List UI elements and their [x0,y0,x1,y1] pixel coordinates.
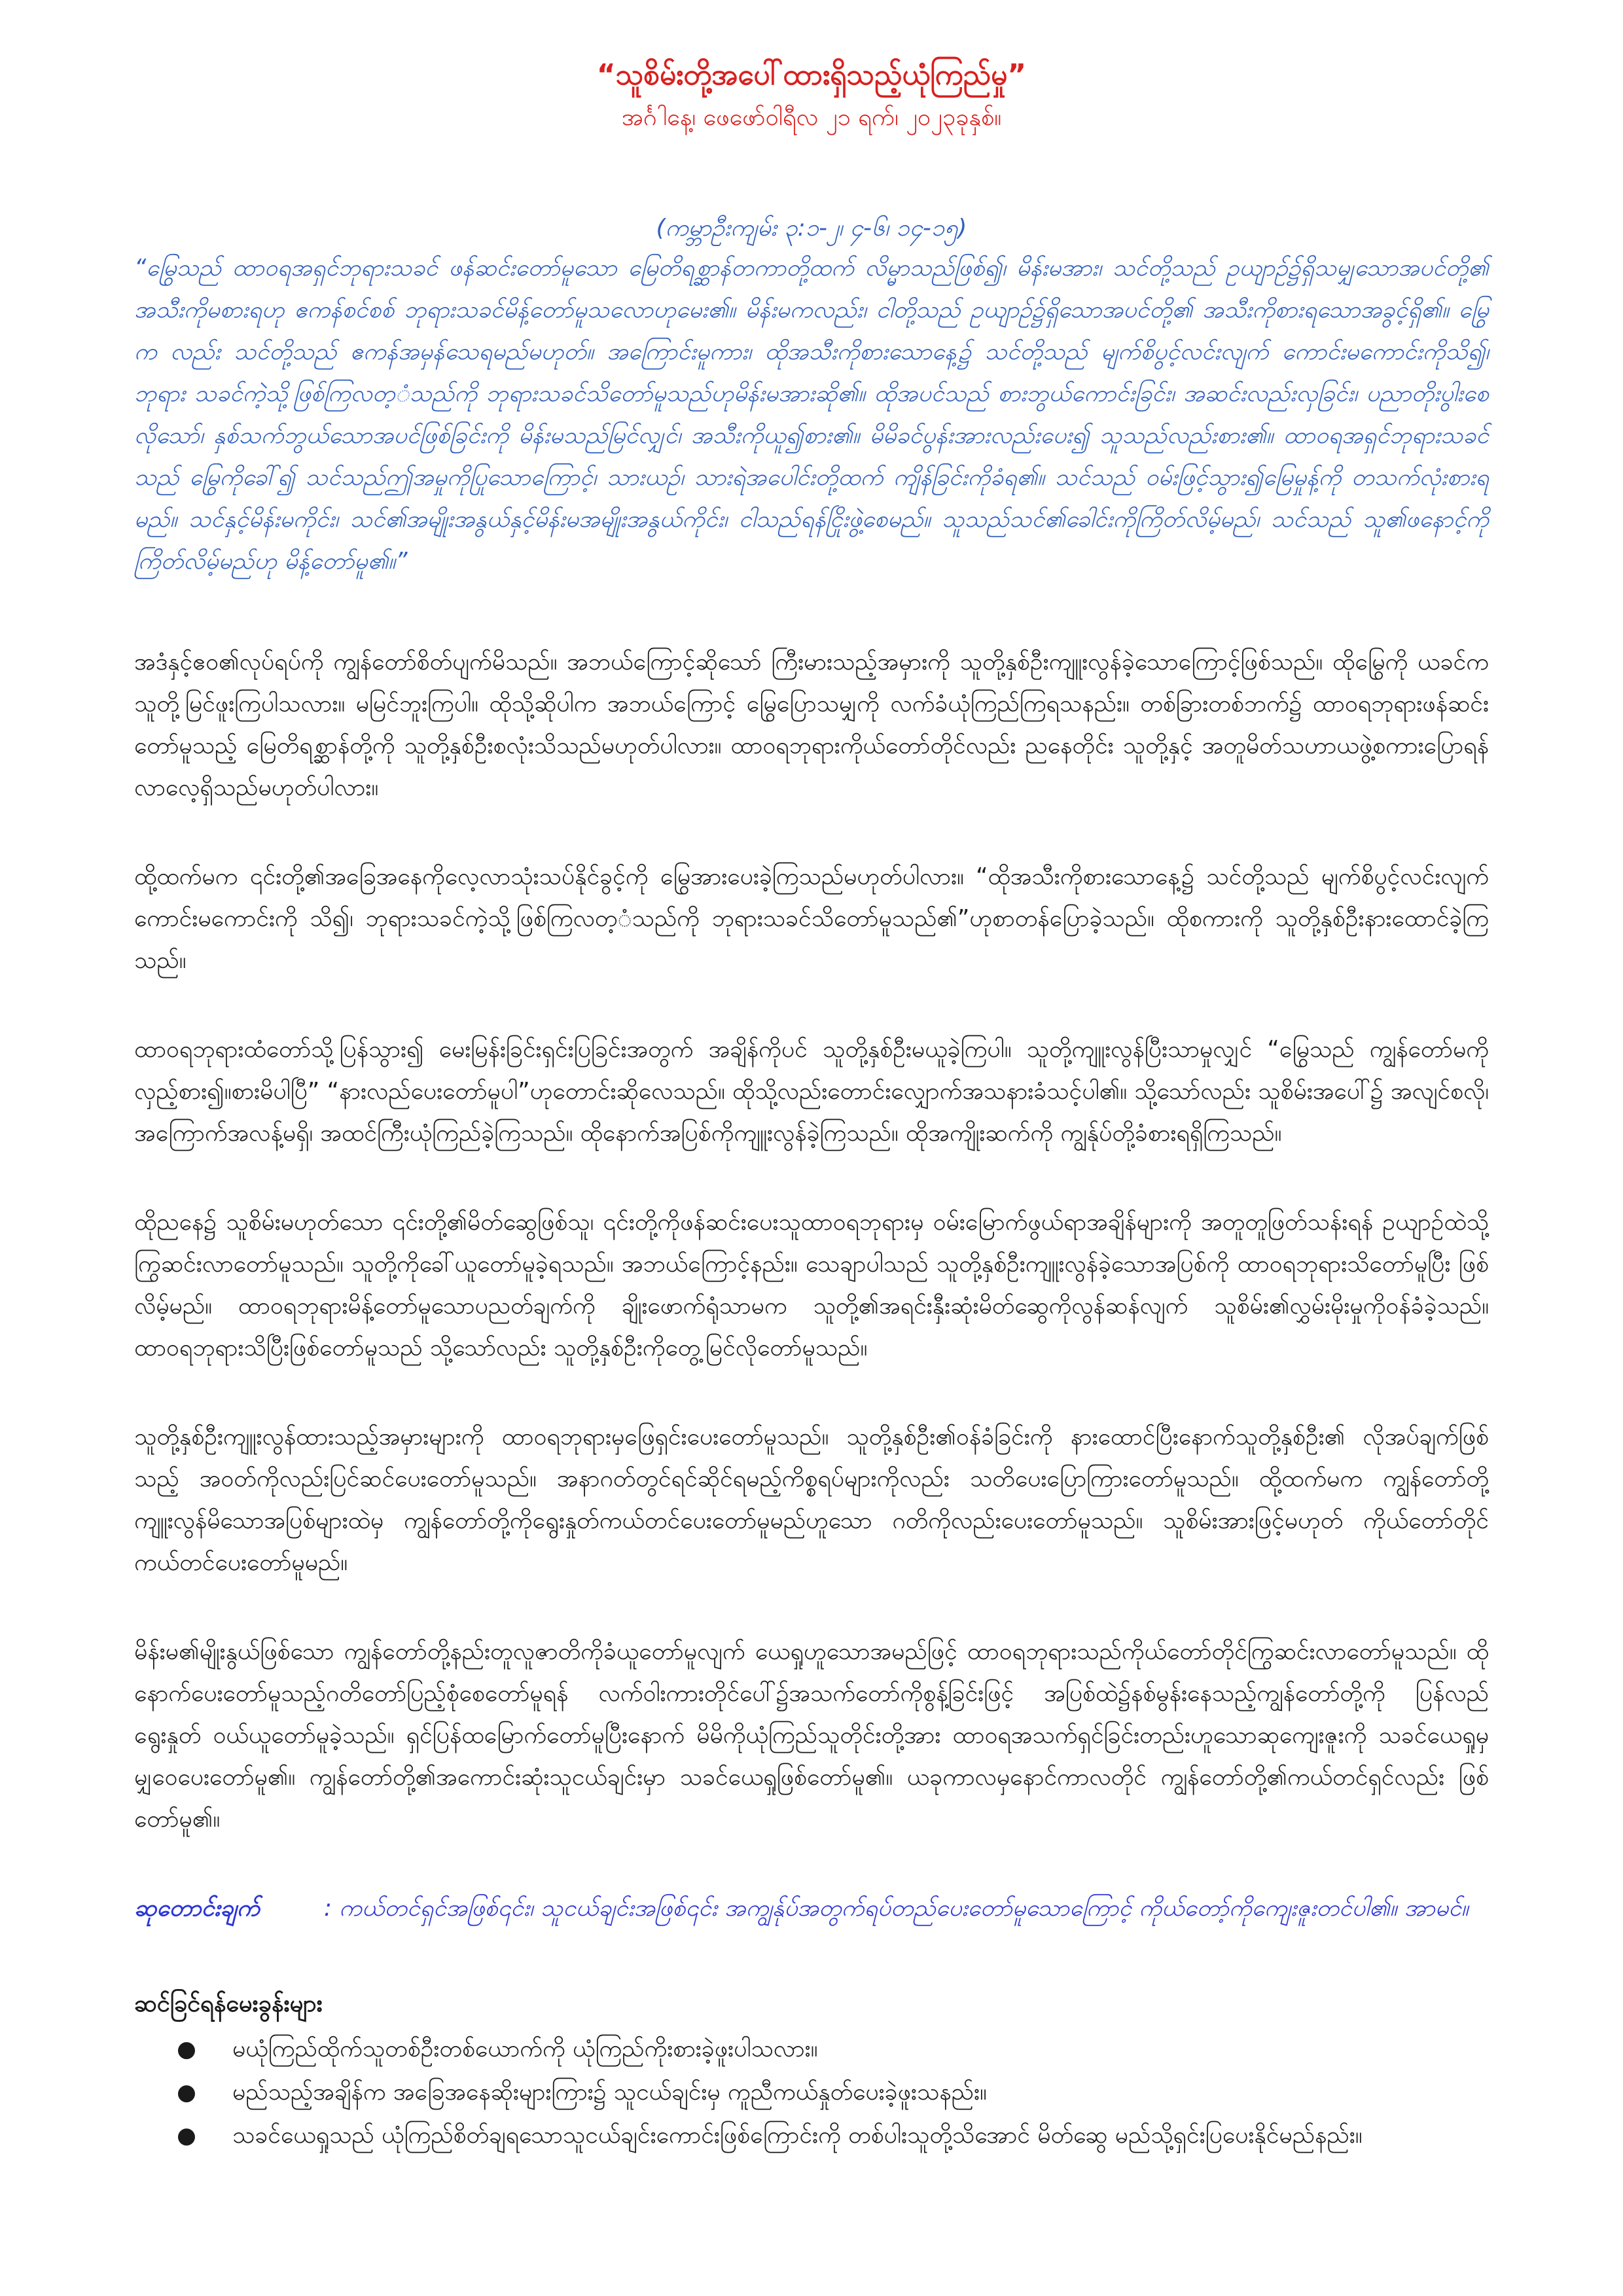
body-paragraph-1: အဒံနှင့်ဧဝ၏လုပ်ရပ်ကို ကျွန်တော်စိတ်ပျက်မိသည်။ အဘယ်ကြောင့်ဆိုသော် ကြီးမားသည့်အမှားကို သူတို့နှစ်ဦးကျူးလွန်ခဲ့သောကြောင့်ဖြစ်သည်။ ထိုမြွေကို ယခင်က သူတို့မြင်ဖူးကြပါသလား။ မမြင်ဘူးကြပါ။ ထိုသို့ဆိုပါက အဘယ်ကြောင့် မြွေပြောသမျှကို လက်ခံယုံကြည်ကြရသနည်း။ တစ်ခြားတစ်ဘက်၌ ထာဝရဘုရားဖန်ဆင်း တော်မူသည့် မြေတိရစ္ဆာန်တို့ကို သူတို့နှစ်ဦးစလုံးသိသည်မဟုတ်ပါလား။ ထာဝရဘုရားကိုယ်တော်တိုင်လည်း ညနေတိုင်း သူတို့နှင့် အတူမိတ်သဟာယဖွဲ့စကားပြောရန် လာလေ့ရှိသည်မဟုတ်ပါလား။ [134,649,1489,801]
question-item [134,2071,1489,2114]
question-text: မယုံကြည်ထိုက်သူတစ်ဦးတစ်ယောက်ကို ယုံကြည်ကိုးစားခဲ့ဖူးပါသလား။ [232,2036,818,2062]
question-item [134,2114,1489,2157]
scripture-reference: (ကမ္ဘာဦးကျမ်း ၃:၁-၂၊ ၄-၆၊ ၁၄-၁၅) [656,215,967,242]
questions-list [134,2028,1489,2157]
body-paragraph-5: သူတို့နှစ်ဦးကျူးလွန်ထားသည့်အမှားများကို ထာဝရဘုရားမှဖြေရှင်းပေးတော်မူသည်။ သူတို့နှစ်ဦး၏ဝန်ခံခြင်းကို နားထောင်ပြီးနောက်သူတို့နှစ်ဦး၏ လိုအပ်ချက်ဖြစ် သည့် အဝတ်ကိုလည်းပြင်ဆင်ပေးတော်မူသည်။ အနာဂတ်တွင်ရင်ဆိုင်ရမည့်ကိစ္စရပ်များကိုလည်း သတိပေးပြောကြားတော်မူသည်။ ထို့ထက်မက ကျွန်တော်တို့ ကျူးလွန်မိသောအပြစ်များထဲမှ ကျွန်တော်တို့ကိုရွေးနှုတ်ကယ်တင်ပေးတော်မူမည်ဟူသော ဂတိကိုလည်းပေးတော်မူသည်။ သူစိမ်းအားဖြင့်မဟုတ် ကိုယ်တော်တိုင် ကယ်တင်ပေးတော်မူမည်။ [134,1424,1489,1576]
body-paragraph-2: ထို့ထက်မက ၎င်းတို့၏အခြေအနေကိုလေ့လာသုံးသပ်နိုင်ခွင့်ကို မြွေအားပေးခဲ့ကြသည်မဟုတ်ပါလား။ “ထိုအသီးကိုစားသောနေ့၌ သင်တို့သည် မျက်စိပွင့်လင်းလျက် ကောင်းမကောင်းကို သိ၍၊ ဘုရားသခင်ကဲ့သို့ဖြစ်ကြလတ့ံသည်ကို ဘုရားသခင်သိတော်မူသည်၏”ဟုစာတန်ပြောခဲ့သည်။ ထိုစကားကို သူတို့နှစ်ဦးနားထောင်ခဲ့ကြသည်။ [134,863,1489,974]
prayer-label: ဆုတောင်းချက် [134,1895,260,1922]
question-item [134,2028,1489,2071]
prayer-text: : ကယ်တင်ရှင်အဖြစ်၎င်း၊ သူငယ်ချင်းအဖြစ်၎င်း အကျွန်ုပ်အတွက်ရပ်တည်ပေးတော်မူသောကြောင့် ကိုယ်တော့်ကိုကျေးဇူးတင်ပါ၏။ အာမင်။ [324,1895,1469,1922]
question-text: မည်သည့်အချိန်က အခြေအနေဆိုးများကြား၌ သူငယ်ချင်းမှ ကူညီကယ်နှုတ်ပေးခဲ့ဖူးသနည်း။ [232,2079,987,2106]
prayer-section [134,1888,1489,1929]
body-paragraph-3: ထာဝရဘုရားထံတော်သို့ပြန်သွား၍ မေးမြန်းခြင်းရှင်းပြခြင်းအတွက် အချိန်ကိုပင် သူတို့နှစ်ဦးမယူခဲ့ကြပါ။ သူတို့ကျူးလွန်ပြီးသာမှုလျှင် “မြွေသည် ကျွန်တော်မကို လှည့်စား၍။စားမိပါပြီ” “နားလည်ပေးတော်မူပါ”ဟုတောင်းဆိုလေသည်။ ထိုသို့လည်းတောင်းလျှောက်အသနားခံသင့်ပါ၏။ သို့သော်လည်း သူစိမ်းအပေါ်၌ အလျင်စလို၊ အကြောက်အလန့်မရှိ၊ အထင်ကြီးယုံကြည်ခဲ့ကြသည်။ ထိုနောက်အပြစ်ကိုကျူးလွန်ခဲ့ကြသည်။ ထိုအကျိုးဆက်ကို ကျွန်ုပ်တို့ခံစားရရှိကြသည်။ [134,1036,1489,1147]
bullet-icon: ● [177,2079,196,2106]
body-paragraph-6: မိန်းမ၏မျိုးနွယ်ဖြစ်သော ကျွန်တော်တို့နည်းတူလူဇာတိကိုခံယူတော်မူလျက် ယေရှုဟူသောအမည်ဖြင့် ထာဝရဘုရားသည်ကိုယ်တော်တိုင်ကြွဆင်းလာတော်မူသည်။ ထိုနောက်ပေးတော်မူသည့်ဂတိတော်ပြည့်စုံစေတော်မူရန် လက်ဝါးကားတိုင်ပေါ်၌အသက်တော်ကိုစွန့်ခြင်းဖြင့် အပြစ်ထဲ၌နစ်မွန်းနေသည့်ကျွန်တော်တို့ကို ပြန်လည် ရွေးနှုတ် ဝယ်ယူတော်မူခဲ့သည်။ ရှင်ပြန်ထမြောက်တော်မူပြီးနောက် မိမိကိုယုံကြည်သူတိုင်းတို့အား ထာဝရအသက်ရှင်ခြင်းတည်းဟူသောဆုကျေးဇူးကို သခင်ယေရှုမှ မျှဝေပေးတော်မူ၏။ ကျွန်တော်တို့၏အကောင်းဆုံးသူငယ်ချင်းမှာ သခင်ယေရှုဖြစ်တော်မူ၏။ ယခုကာလမှနောင်ကာလတိုင် ကျွန်တော်တို့၏ကယ်တင်ရှင်လည်း ဖြစ်တော်မူ၏။ [134,1638,1489,1833]
devotional-date: အင်္ဂါနေ့၊ ဖေဖော်ဝါရီလ ၂၁ ရက်၊ ၂၀၂၃ခုနှစ်။ [621,104,1002,131]
bullet-icon: ● [177,2036,196,2062]
scripture-quote: “မြွေသည် ထာဝရအရှင်ဘုရားသခင် ဖန်ဆင်းတော်မူသော မြေတိရစ္ဆာန်တကာတို့ထက် လိမ္မာသည်ဖြစ်၍၊ မိန်းမအား၊ သင်တို့သည် ဥယျာဉ်၌ရှိသမျှသောအပင်တို့၏ အသီးကိုမစားရဟု ဧကန်စင်စစ် ဘုရားသခင်မိန့်တော်မူသလောဟုမေး၏။ မိန်းမကလည်း၊ ငါတို့သည် ဥယျာဉ်၌ရှိသောအပင်တို့၏ အသီးကိုစားရသောအခွင့်ရှိ၏။ မြွေက လည်း သင်တို့သည် ဧကန်အမှန်သေရမည်မဟုတ်။ အကြောင်းမူကား၊ ထိုအသီးကိုစားသောနေ့၌ သင်တို့သည် မျက်စိပွင့်လင်းလျက် ကောင်းမကောင်းကိုသိ၍၊ ဘုရား သခင်ကဲ့သို့ဖြစ်ကြလတ့ံသည်ကို ဘုရားသခင်သိတော်မူသည်ဟုမိန်းမအားဆို၏။ ထိုအပင်သည် စားဘွယ်ကောင်းခြင်း၊ အဆင်းလည်းလှခြင်း၊ ပညာတိုးပွါးစေလိုသော်၊ နှစ်သက်ဘွယ်သောအပင်ဖြစ်ခြင်းကို မိန်းမသည်မြင်လျှင်၊ အသီးကိုယူ၍စား၏။ မိမိခင်ပွန်းအားလည်းပေး၍ သူသည်လည်းစား၏။ ထာဝရအရှင်ဘုရားသခင်သည် မြွေကိုခေါ်၍ သင်သည်ဤအမှုကိုပြုသောကြောင့်၊ သားယဉ်၊ သားရဲအပေါင်းတို့ထက် ကျိန်ခြင်းကိုခံရ၏။ သင်သည် ဝမ်းဖြင့်သွား၍မြေမှုန့်ကို တသက်လုံးစားရမည်။ သင်နှင့်မိန်းမကိုင်း၊ သင်၏အမျိုးအနွယ်နှင့်မိန်းမအမျိုးအနွယ်ကိုင်း၊ ငါသည်ရန်ငြိုးဖွဲ့စေမည်။ သူသည်သင်၏ခေါင်းကိုကြိတ်လိမ့်မည်၊ သင်သည် သူ၏ဖနောင့်ကို ကြိတ်လိမ့်မည်ဟု မိန့်တော်မူ၏။” [134,255,1489,575]
questions-heading: ဆင်ခြင်ရန်မေးခွန်းများ [134,1990,323,2017]
bullet-icon: ● [177,2123,196,2149]
devotional-title: “သူစိမ်းတို့အပေါ်ထားရှိသည့်ယုံကြည်မှု” [596,58,1027,92]
question-text: သခင်ယေရှုသည် ယုံကြည်စိတ်ချရသောသူငယ်ချင်းကောင်းဖြစ်ကြောင်းကို တစ်ပါးသူတို့သိအောင် မိတ်ဆွေ မည်သို့ရှင်းပြပေးနိုင်မည်နည်း။ [232,2122,1363,2149]
body-paragraph-4: ထိုညနေ၌ သူစိမ်းမဟုတ်သော ၎င်းတို့၏မိတ်ဆွေဖြစ်သူ၊ ၎င်းတို့ကိုဖန်ဆင်းပေးသူထာဝရဘုရားမှ ဝမ်းမြောက်ဖွယ်ရာအချိန်များကို အတူတူဖြတ်သန်းရန် ဥယျာဉ်ထဲသို့ ကြွဆင်းလာတော်မူသည်။ သူတို့ကိုခေါ်ယူတော်မူခဲ့ရသည်။ အဘယ်ကြောင့်နည်း။ သေချာပါသည် သူတို့နှစ်ဦးကျူးလွန်ခဲ့သောအပြစ်ကို ထာဝရဘုရားသိတော်မူပြီး ဖြစ်လိမ့်မည်။ ထာဝရဘုရားမိန့်တော်မူသောပညတ်ချက်ကို ချိုးဖောက်ရုံသာမက သူတို့၏အရင်းနှီးဆုံးမိတ်ဆွေကိုလွန်ဆန်လျက် သူစိမ်း၏လွှမ်းမိုးမှုကိုဝန်ခံခဲ့သည်။ ထာဝရဘုရားသိပြီးဖြစ်တော်မူသည် သို့သော်လည်း သူတို့နှစ်ဦးကိုတွေ့မြင်လိုတော်မူသည်။ [134,1209,1489,1361]
